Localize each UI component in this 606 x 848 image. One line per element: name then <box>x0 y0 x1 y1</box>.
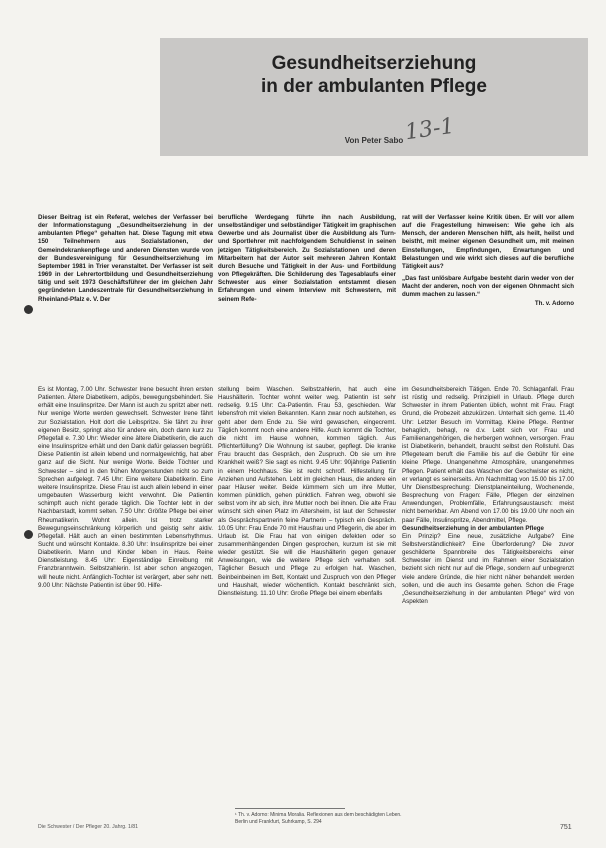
intro-quote: „Das fast unlösbare Aufgabe besteht darin weder von der Macht der anderen, noch von der eigenen Ohnmacht sich dumm machen zu lassen.“ <box>402 275 574 299</box>
intro-text-1: Dieser Beitrag ist ein Referat, welches der Verfasser bei der Informationstagung „Gesundheitserziehung in der ambulanten Pflege“ gehalten hat. Diese Tagung mit etwa 150 Teilnehmern aus Sozialstationen, der Gemeindekrankenpflege und anderen Diensten wurde von der Bundesvereinigung für Gesundheitserziehung im September 1981 in Trier veranstaltet. Der Verfasser ist seit 1969 in der Lehrertortbildung und Gesundheitserziehung tätig und seit 1973 Geschäftsführer der im gleichen Jahr gegründeten Landeszentrale für Gesundheitserziehung in Rheinland-Pfalz e. V. Der <box>38 214 213 303</box>
body-text-3b: Ein Prinzip? Eine neue, zusätzliche Aufgabe? Eine Selbstverständlichkeit? Eine Überforderung? Die zuvor geschilderte Spannbreite des Tätigkeitsbereichs einer Schwester im Dienst und im Rahmen einer Sozialstation bezieht sich nicht nur auf die Pflege, sondern auf unbegrenzt viele andere Gründe, die hier nicht näher behandelt werden sollen, und die auch ins Gesamte gehen. Schon die Frage „Gesundheitserziehung in der ambulanten Pflege“ wird von Aspekten <box>402 532 574 606</box>
intro-column-1 <box>38 214 213 304</box>
footnote-rule <box>235 808 345 809</box>
article-title <box>160 52 588 98</box>
intro-column-2 <box>218 214 396 304</box>
footer-journal: Die Schwester / Der Pfleger 20. Jahrg. 1/81 <box>38 824 139 830</box>
intro-column-3 <box>402 214 574 308</box>
page-number: 751 <box>560 824 572 831</box>
body-column-3 <box>402 386 574 818</box>
body-column-1 <box>38 386 213 806</box>
intro-text-2: berufliche Werdegang führte ihn nach Ausbildung, unselbständiger und selbständiger Tätigkeit im graphischen Gewerbe und als Journalist über die Ausbildung als Turn- und Sportlehrer mit nachfolgendem Schuldienst in seinen jetzigen Tätigkeitsbereich. Zu Sozialstationen und deren Mitarbeitern hat der Autor seit mehreren Jahren Kontakt durch Besuche und Tätigkeit in der Aus- und Fortbildung von Pflegekräften. Die Schilderung des Tagesablaufs einer Schwester aus einer Sozialstation entstammt diesen Erfahrungen und einem Interview mit Schwestern, mit seinem Refe- <box>218 214 396 303</box>
body-text-3a: im Gesundheitsbereich Tätigen. Ende 70. Schlaganfall. Frau ist rüstig und redselig. Prinzipiell in Urlaub. Pflege durch Schwester in ihrem Patienten üblich, wohnt mit Frau. Fragt Grund, die Probezeit abzukürzen. Unterhalt sich gerne. 11.40 Uhr: Letzter Besuch im Vormittag. Kleine Pflege. Rentner behaglich, behagl, re d.v. Lebt sich vor Frau und Familienangehörigen, die herbergen wohnen, versorgen. Frau ist Diabetikerin, behandelt, braucht selbst den Rollstuhl. Das Pflegeteam beruft die Familie bis auf die Gebühr für eine kleine Pflege. Unangenehme Atmosphäre, unangenehmes Pflegen. Patient erhält das Waschen der Geschwister es nicht, er verlangt es seinerseits. Am Nachmittag von 15.00 bis 17.00 Uhr Dienstbesprechung: Dienstplaneinteilung, Wochenende, Besprechung von Fragen: Fälle, Pflegen der einzelnen Anwendungen, Problemfälle, Erfahrungsaustausch: meist nicht bemerkbar. Am Abend von 17.00 bis 19.00 Uhr noch ein paar Fälle, Insulinspritze, Abendmittel, Pflege. <box>402 386 574 524</box>
intro-text-3: rat will der Verfasser keine Kritik üben. Er will vor allem auf die Fragestellung hinweisen: Wie gehe ich als Mensch, der anderen Menschen hilft, als heilt, heilst und beistht, mit meiner eigenen Gesundheit um, mit meinen Einstellungen, Empfindungen, Erwartungen und Belastungen und wie wirkt sich dieses auf die berufliche Tätigkeit aus? <box>402 214 574 270</box>
title-line-1: Gesundheitserziehung <box>271 53 477 74</box>
quote-author: Th. v. Adorno <box>534 299 574 307</box>
hole-punch-bottom <box>24 530 33 539</box>
sub-heading: Gesundheitserziehung in der ambulanten Pflege <box>402 524 544 532</box>
title-line-2: in der ambulanten Pflege <box>261 76 487 97</box>
footnote: ¹ Th. v. Adorno: Minima Moralia. Reflexionen aus dem beschädigten Leben. Berlin und Frankfurt, Suhrkamp, S. 294 <box>235 812 402 825</box>
hole-punch-top <box>24 305 33 314</box>
body-text-2: stellung beim Waschen. Selbstzahlerin, hat auch eine Haushälterin. Tochter wohnt weiter weg. Patientin ist sehr redselig. 9.15 Uhr: Ca-Patientin. Frau 53, geschieden. War lebensfroh mit vielen Bekannten. Kann zwar noch aufstehen, es geht aber dem Ende zu. Sie wird gewaschen, eingecremt. Täglich kommt noch eine andere Hilfe. Auch kommt die Tochter, die nicht im Hause wohnen, kommen täglich. Aus Pflichterfüllung? Die Wohnung ist sauber, gepflegt. Die kranke Frau braucht das Gespräch, den Zuspruch. Ob sie um ihre Krankheit weiß? Sie sagt es nicht. 9.45 Uhr: 90jährige Patientin in einem Hochhaus. Sie ist recht schroff. Hilfestellung für Anziehen und Aufstehen. Lebt im gleichen Haus, die andere ein paar Häuser weiter. Beide kümmern sich um ihre Mutter, kommen pünktlich, gehen pünktlich. Fahren weg, obwohl sie selbst vom ihr ab sich, ihre Mutter noch bei ihnen. Die alte Frau wünscht sich einen Platz im Altersheim, ist laut der Schwester als Gesprächspartnerin feine Partnerin – typisch ein Gespräch. 10.05 Uhr: Frau Ende 70 mit Hausfrau und Pflegerin, die aber im Urlaub ist. Die Frau hat von einigen defekten oder so zusammenhängenden Dingen gesprochen, kurzum ist sie mit wieder gestützt. Sie will die Haushälterin gegen genauer Anweisungen, wie die weitere Pflege sich verhalten soll. Täglicher Besuch und Pflege zu erfolgen hat. Waschen, Beinbeinbeinen im Bett, Kontakt und Zuspruch von den Pfleger und Haushalt, wieder wöchentlich. Kontakt beschränkt sich, Dienstleistung. 11.10 Uhr: Große Pflege bei einem ebenfalls <box>218 386 396 597</box>
body-column-2 <box>218 386 396 806</box>
body-text-1: Es ist Montag, 7.00 Uhr. Schwester Irene besucht ihren ersten Patienten. Ältere Diabetikern, adipös, bewegungsbehindert. Sie erhält eine Insulinspritze. Der Mann ist auch zu spritzt aber nett. Nur wenige Worte werden gewechselt. Schwester Irene fährt zur Sozialstation. Holt dort die Leibspritze. Sie fährt zu ihrer eigenen Besitz, springt also für andere ein, doch dann kurz zu Pflegefall e. 7.30 Uhr: Wieder eine ältere Diabetikerin, die auch eine Insulinspritze erhält und den Dank dafür gelassen begrüßt. Diese Patientin ist allein lebend und normalgewichtig, hat aber ganz auf die Sicht. Nur wenige Worte. Beide Töchter und Schwester – sind in den frühen Morgenstunden nicht so zum Sprechen aufgelegt. 7.45 Uhr: Eine weitere Diabetikerin. Eine weitere Insulinspritze. Diese Frau ist auch allein lebend in einer umgebauten Wasserburg leicht verwohnt. Die Patientin schimpft auch nicht gerade täglich. Die Tochter lebt in der Nachbarstadt, kommt selten. 7.50 Uhr: Größte Pflege bei einer Rheumatikerin. Wohnt allein. Ist trotz starker Bewegungseinschränkung körperlich und geistig sehr aktiv. Pflegefall. Hält auch an einen bestimmten Lebensrhythmus. Sucht und wünscht Kontakte. 8.30 Uhr: Insulinspritze bei einer Diabetikerin. Mann und Kinder leben in Haus. Reine Dienstleistung. 8.45 Uhr: Eigenständige Einreibung mit Franzbranntwein. Selbstzahlerin. Ist aber schon angezogen, will heute nicht. Anfänglich-Tochter ist verärgert, aber sehr nett. 9.00 Uhr: Nächste Patientin ist über 90. Hilfe- <box>38 386 213 589</box>
author-line: Von Peter Sabo <box>344 136 404 145</box>
title-box <box>160 38 588 156</box>
handwritten-note: 13-1 <box>403 113 456 146</box>
